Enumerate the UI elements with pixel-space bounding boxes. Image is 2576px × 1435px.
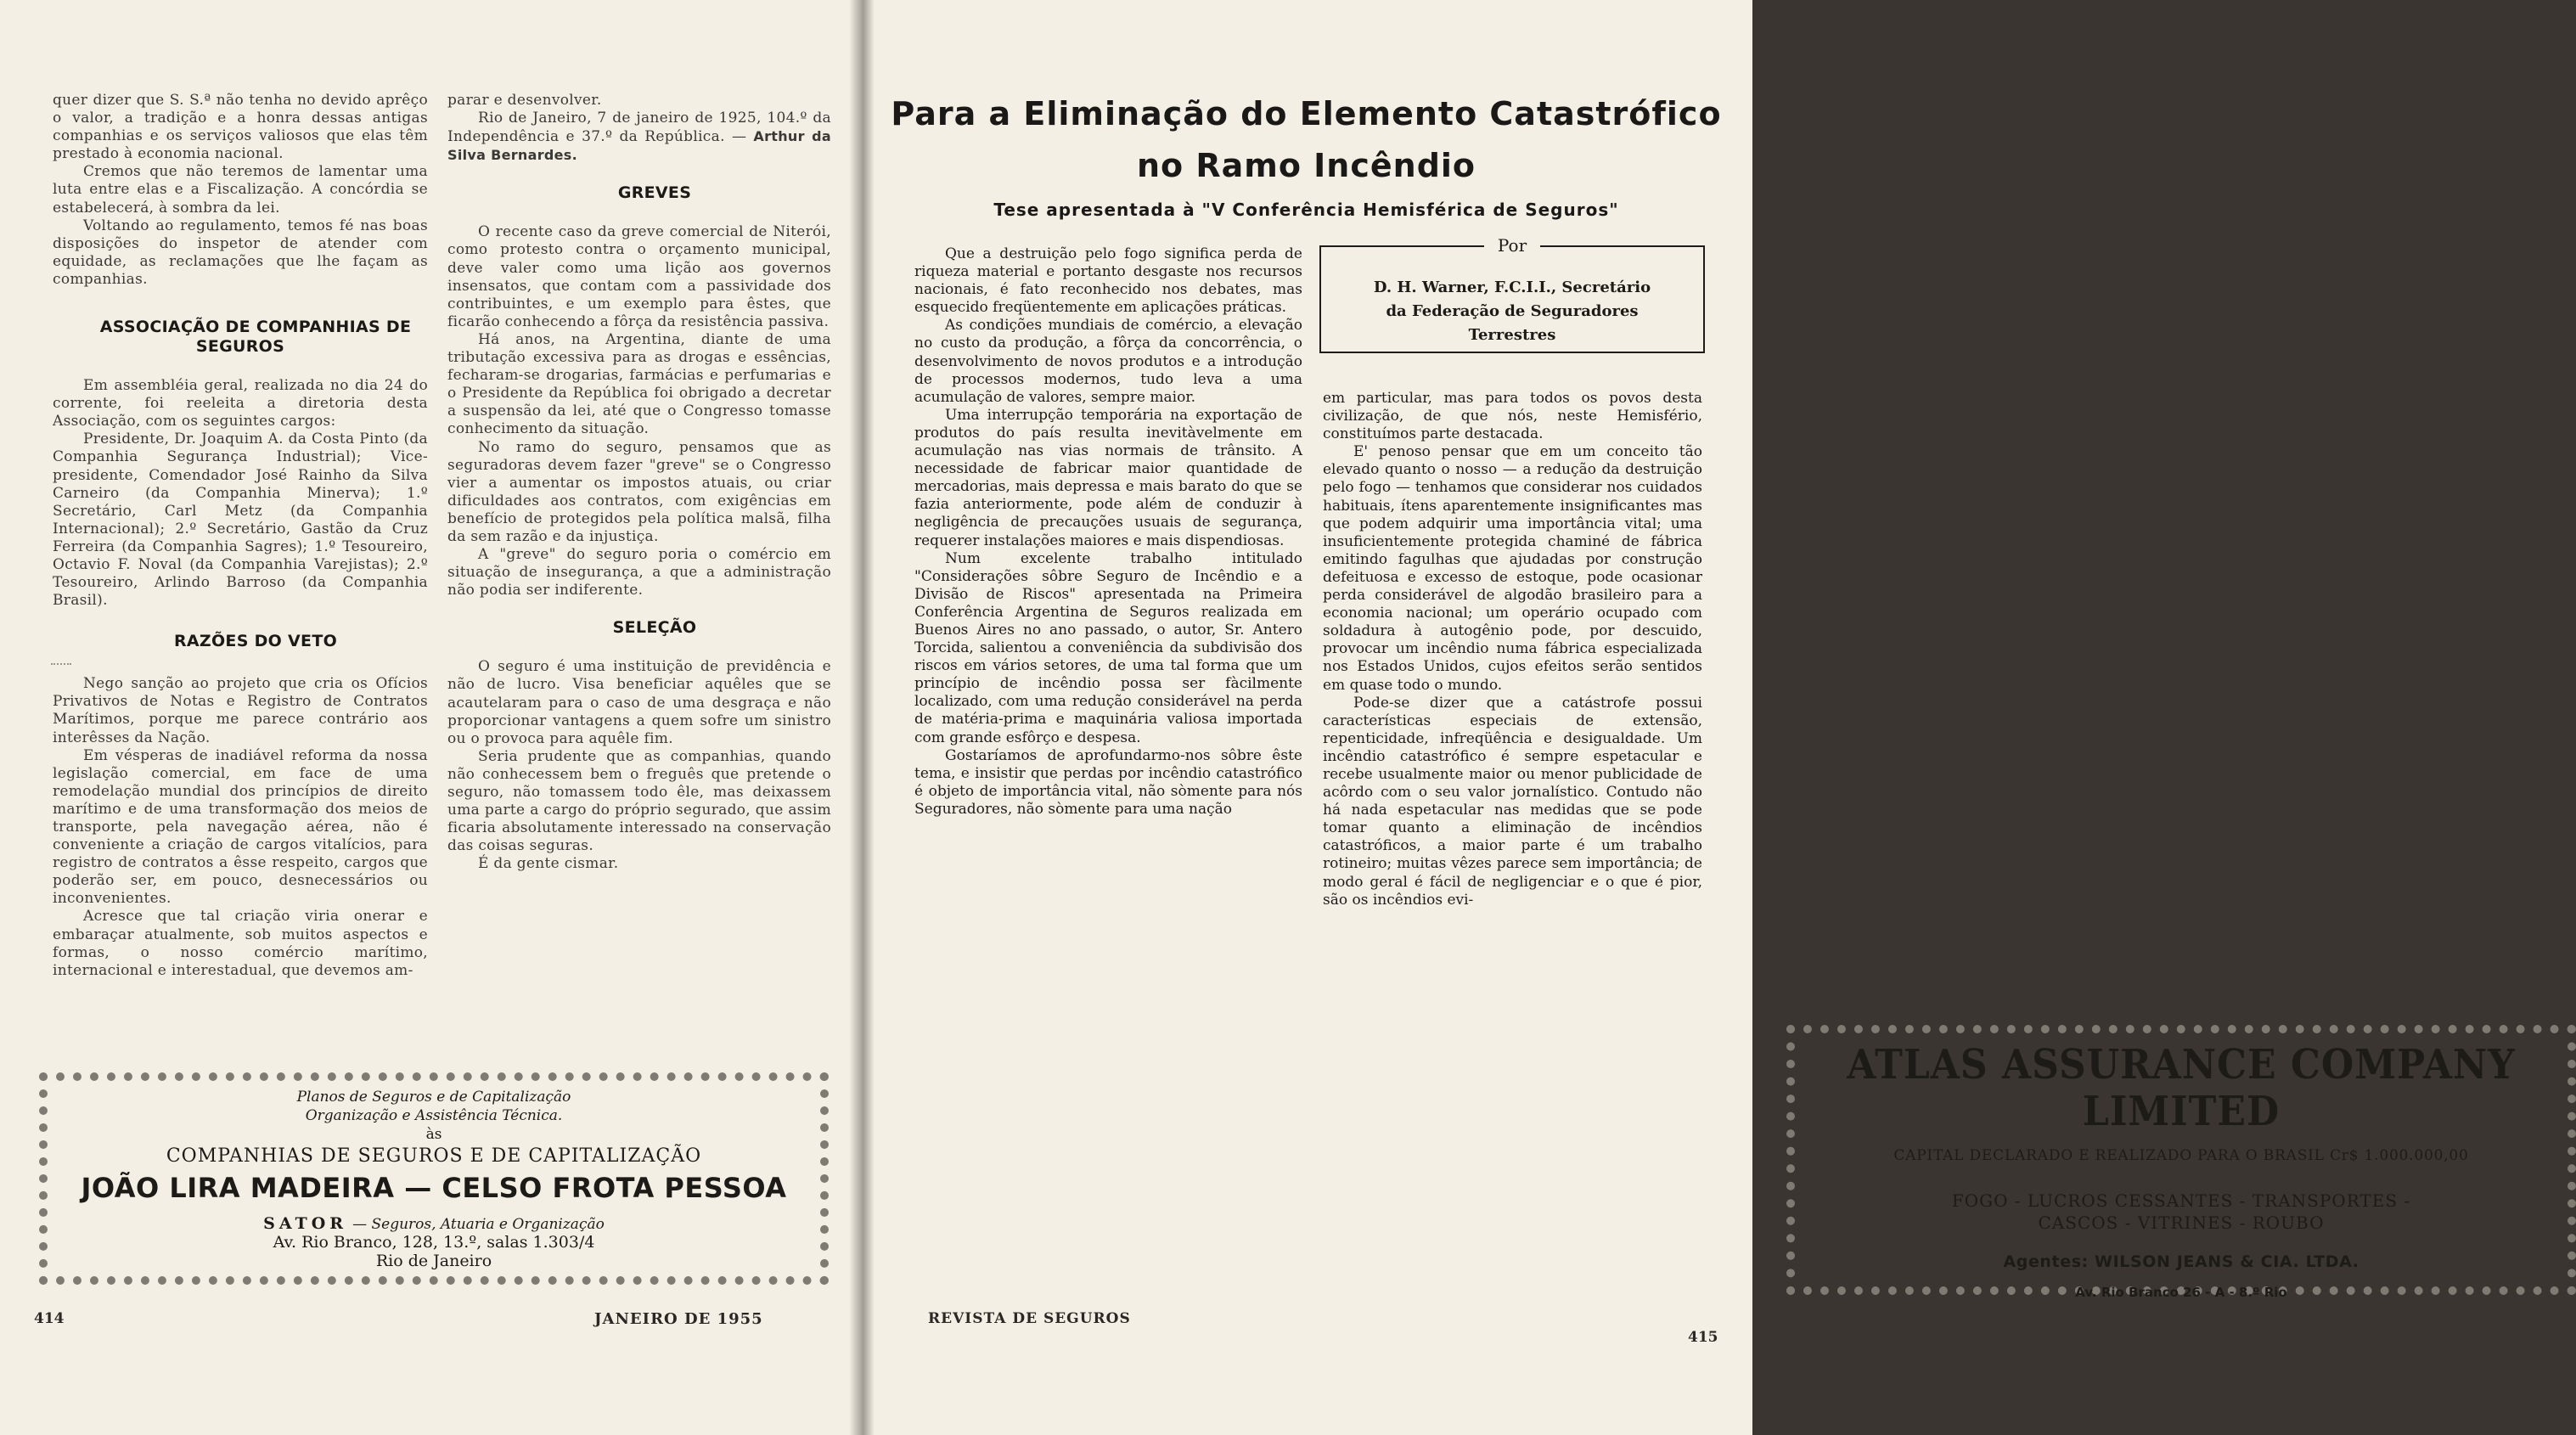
paragraph: O recente caso da greve comercial de Niterói, como protesto contra o orçamento municipal, deve valer como uma lição aos governos insensatos, que contam com a passividade dos contribuintes, e um exemplo para êstes, que ficarão conhecendo a fôrça da resistência passiva. [447,223,831,330]
book-gutter [849,0,875,1435]
section-heading-selecao: SELEÇÃO [612,618,697,638]
article-title-line-2: no Ramo Incêndio [1136,147,1476,184]
paragraph: Gostaríamos de aprofundarmo-nos sôbre êste tema, e insistir que perdas por incêndio catastrófico é objeto de importância vital, não sòmente para nós Seguradores, não sòmente para uma nação [914,746,1302,818]
paragraph: E' penoso pensar que em um conceito tão elevado quanto o nosso — a redução da destruição pelo fogo — tenhamos que considerar nos cuidados habituais, ítens aparentemente insignificantes mas que podem adquirir uma importância vital; uma insuficientemente protegida chaminé de fábrica emitindo fagulhas que ajudadas por construção defeituosa e excesso de estoque, pode ocasionar perda considerável de algodão brasileiro para a economia nacional; um operário ocupado com soldadura à autogênio pode, por descuido, provocar um incêndio numa fábrica especializada nos Estados Unidos, cujos efeitos serão sentidos em quase todo o mundo. [1323,443,1702,694]
ad-lines-of-business: FOGO - LUCROS CESSANTES - TRANSPORTES - [1951,1190,2411,1211]
ad-agents: Agentes: WILSON JEANS & CIA. LTDA. [2003,1252,2359,1271]
section-heading-associacao: ASSOCIAÇÃO DE COMPANHIAS DE SEGUROS [99,318,412,357]
paragraph: É da gente cismar. [478,855,619,873]
left-page [0,0,860,1435]
dateline: Rio de Janeiro, 7 de janeiro de 1925, 104.º da Independência e 37.º da República. — [447,110,831,146]
pencil-mark [51,663,71,665]
paragraph: Presidente, Dr. Joaquim A. da Costa Pinto (da Companhia Segurança Industrial); Vice-presidente, Comendador José Rainho da Silva Carneiro (da Companhia Minerva); 1.º Secretário, Carl Metz (da Companhia Internacional); 2.º Secretário, Gastão da Cruz Ferreira (da Companhia Sagres); 1.º Tesoureiro, Octavio F. Noval (da Companhia Varejistas); 2.º Tesoureiro, Arlindo Barroso (da Companhia Brasil). [53,430,428,610]
section-heading-razoes-do-veto: RAZÕES DO VETO [173,632,338,651]
paragraph: Nego sanção ao projeto que cria os Ofícios Privativos de Notas e Registro de Contratos Marítimos, porque me parece contrário aos interêsses da Nação. [53,675,428,746]
page-number: 415 [1688,1329,1718,1346]
paragraph: Acresce que tal criação viria onerar e embaraçar atualmente, sob muitos aspectos e formas, o nosso comércio marítimo, internacional e interestadual, que devemos am- [53,908,428,979]
page-number: 414 [34,1310,65,1327]
ad-brand-tagline: — Seguros, Atuaria e Organização [352,1216,605,1233]
article-subtitle: Tese apresentada à "V Conferência Hemisférica de Seguros" [993,200,1619,220]
ad-address: Av. Rio Branco 26 - A - 8.º Rio [2075,1285,2287,1300]
paragraph: O seguro é uma instituição de previdência e não de lucro. Visa beneficiar aquêles que se acautelaram para o caso de uma desgraça e não proporcionar vantagens a quem sofre um sinistro ou o provoca para aquêle fim. [447,658,831,747]
ad-headline: JOÃO LIRA MADEIRA — CELSO FROTA PESSOA [81,1172,787,1204]
byline-label [1321,235,1703,256]
paragraph: A "greve" do seguro poria o comércio em situação de insegurança, a que a administração não podia ser indiferente. [447,546,831,599]
ad-line: Organização e Assistência Técnica. [305,1107,563,1124]
ad-city: Rio de Janeiro [375,1252,492,1270]
paragraph: Em assembléia geral, realizada no dia 24 do corrente, foi reeleita a diretoria desta Associação, com os seguintes cargos: [53,377,428,430]
paragraph: Cremos que não teremos de lamentar uma luta entre elas e a Fiscalização. A concórdia se estabelecerá, à sombra da lei. [53,163,428,217]
article-title: Para a Eliminação do Elemento Catastrófico [891,95,1722,132]
paragraph: As condições mundiais de comércio, a elevação no custo da produção, a fôrça da concorrência, o desenvolvimento de novos produtos e a introdução de processos modernos, tudo leva a uma acumulação de valores, sempre maior. [914,317,1302,406]
signature: Arthur da Silva Bernardes. [447,128,832,164]
paragraph: Seria prudente que as companhias, quando não conhecessem bem o freguês que pretende o seguro, não tomassem todo êle, mas deixassem uma parte a cargo do próprio segurado, que assim ficaria absolutamente interessado na conservação das coisas seguras. [447,747,831,855]
author-line: da Federação de Seguradores [1386,302,1639,320]
ad-company-name: ATLAS ASSURANCE COMPANY LIMITED [1847,1041,2516,1136]
paragraph: Há anos, na Argentina, diante de uma tributação excessiva para as drogas e essências, fecharam-se drogarias, farmácias e perfumarias e o Presidente da República foi obrigado a decretar a suspensão da lei, até que o Congresso tomasse conhecimento da situação. [447,330,831,438]
left-column-2 [447,92,831,873]
advertisement-sator [39,1072,829,1285]
paragraph: Voltando ao regulamento, temos fé nas boas disposições do inspetor de atender com equidade, as reclamações que lhe façam as companhias. [53,217,428,288]
paragraph: Que a destruição pelo fogo significa perda de riqueza material e portanto desgaste nos recursos nacionais, é fato reconhecido nos debates, mas esquecido freqüentemente em aplicações práticas. [914,245,1302,317]
right-page [860,0,2516,1435]
ad-line: Planos de Seguros e de Capitalização [296,1089,571,1106]
author-box [1319,235,1705,353]
paragraph [447,110,831,165]
issue-date: JANEIRO DE 1955 [594,1310,763,1328]
ad-address: Av. Rio Branco, 128, 13.º, salas 1.303/4 [273,1233,595,1252]
left-column-1 [53,92,428,980]
ad-line: às [425,1126,442,1143]
ad-capital: CAPITAL DECLARADO E REALIZADO PARA O BRASIL Cr$ 1.000.000,00 [1893,1147,2469,1164]
ad-lines-of-business-2: CASCOS - VITRINES - ROUBO [2038,1213,2325,1233]
paragraph: Pode-se dizer que a catástrofe possui características especiais de extensão, repenticidade, infreqüência e desigualdade. Um incêndio catastrófico é sempre espetacular e recebe usualmente maior ou menor publicidade de acôrdo com o seu valor jornalístico. Contudo não há nada espetacular nas medidas que se pode tomar quanto a eliminação de incêndios catastróficos, a maior parte é um trabalho rotineiro; muitas vêzes parece sem importância; de modo geral é fácil de negligenciar e o que é pior, são os incêndios evi- [1323,694,1702,909]
paragraph: No ramo do seguro, pensamos que as seguradoras devem fazer "greve" se o Congresso vier a aumentar os impostos atuais, ou criar dificuldades aos contratos, com exigências em benefício de protegidos pela política malsã, filha da sem razão e da injustiça. [447,438,831,545]
magazine-name: REVISTA DE SEGUROS [928,1310,1131,1327]
paragraph: Uma interrupção temporária na exportação de produtos do país resulta inevitàvelmente em acumulação nas vias normais de trânsito. A necessidade de fabricar maior quantidade de mercadorias, mais depressa e mais barato do que se fazia anteriormente, pode além de conduzir à negligência de precauções usuais de segurança, requerer instalações maiores e mais dispendiosas. [914,406,1302,549]
paragraph: Em vésperas de inadiável reforma da nossa legislação comercial, em face de uma remodelação mundial dos princípios de direito marítimo e de uma transformação dos meios de transporte, pela navegação aérea, não é conveniente a criação de cargos vitalícios, para registro de contratos a êsse respeito, cargos que poderão ser, em pouco, desnecessários ou inconvenientes. [53,746,428,908]
paragraph: parar e desenvolver. [447,92,602,109]
paragraph: quer dizer que S. S.ª não tenha no devido aprêço o valor, a tradição e a honra dessas antigas companhias e os serviços valiosos que elas têm prestado à economia nacional. [53,92,428,163]
ad-line [48,1214,820,1233]
paragraph: Num excelente trabalho intitulado "Considerações sôbre Seguro de Incêndio e a Divisão de Riscos" apresentada na Primeira Conferência Argentina de Seguros realizada em Buenos Aires no ano passado, o autor, Sr. Antero Torcida, salientou a conveniência da subdivisão dos riscos em vários setores, de uma tal forma que um princípio de incêndio possa ser fàcilmente localizado, com uma redução considerável na perda de matéria-prima e maquinária valiosa importada com grande esfôrço e despesa. [914,549,1302,746]
author-name [1330,276,1695,347]
right-column-2 [1323,390,1702,909]
advertisement-atlas [1786,1025,2576,1300]
paragraph: em particular, mas para todos os povos desta civilização, de que nós, neste Hemisfério, constituímos parte destacada. [1323,390,1702,443]
byline-text: Por [1484,235,1540,256]
ad-brand: SATOR [263,1214,348,1233]
author-line: D. H. Warner, F.C.I.I., Secretário [1373,279,1651,296]
ad-line: COMPANHIAS DE SEGUROS E DE CAPITALIZAÇÃO [166,1145,702,1167]
section-heading-greves: GREVES [617,183,692,203]
right-column-1 [914,245,1302,819]
author-line: Terrestres [1468,326,1556,344]
